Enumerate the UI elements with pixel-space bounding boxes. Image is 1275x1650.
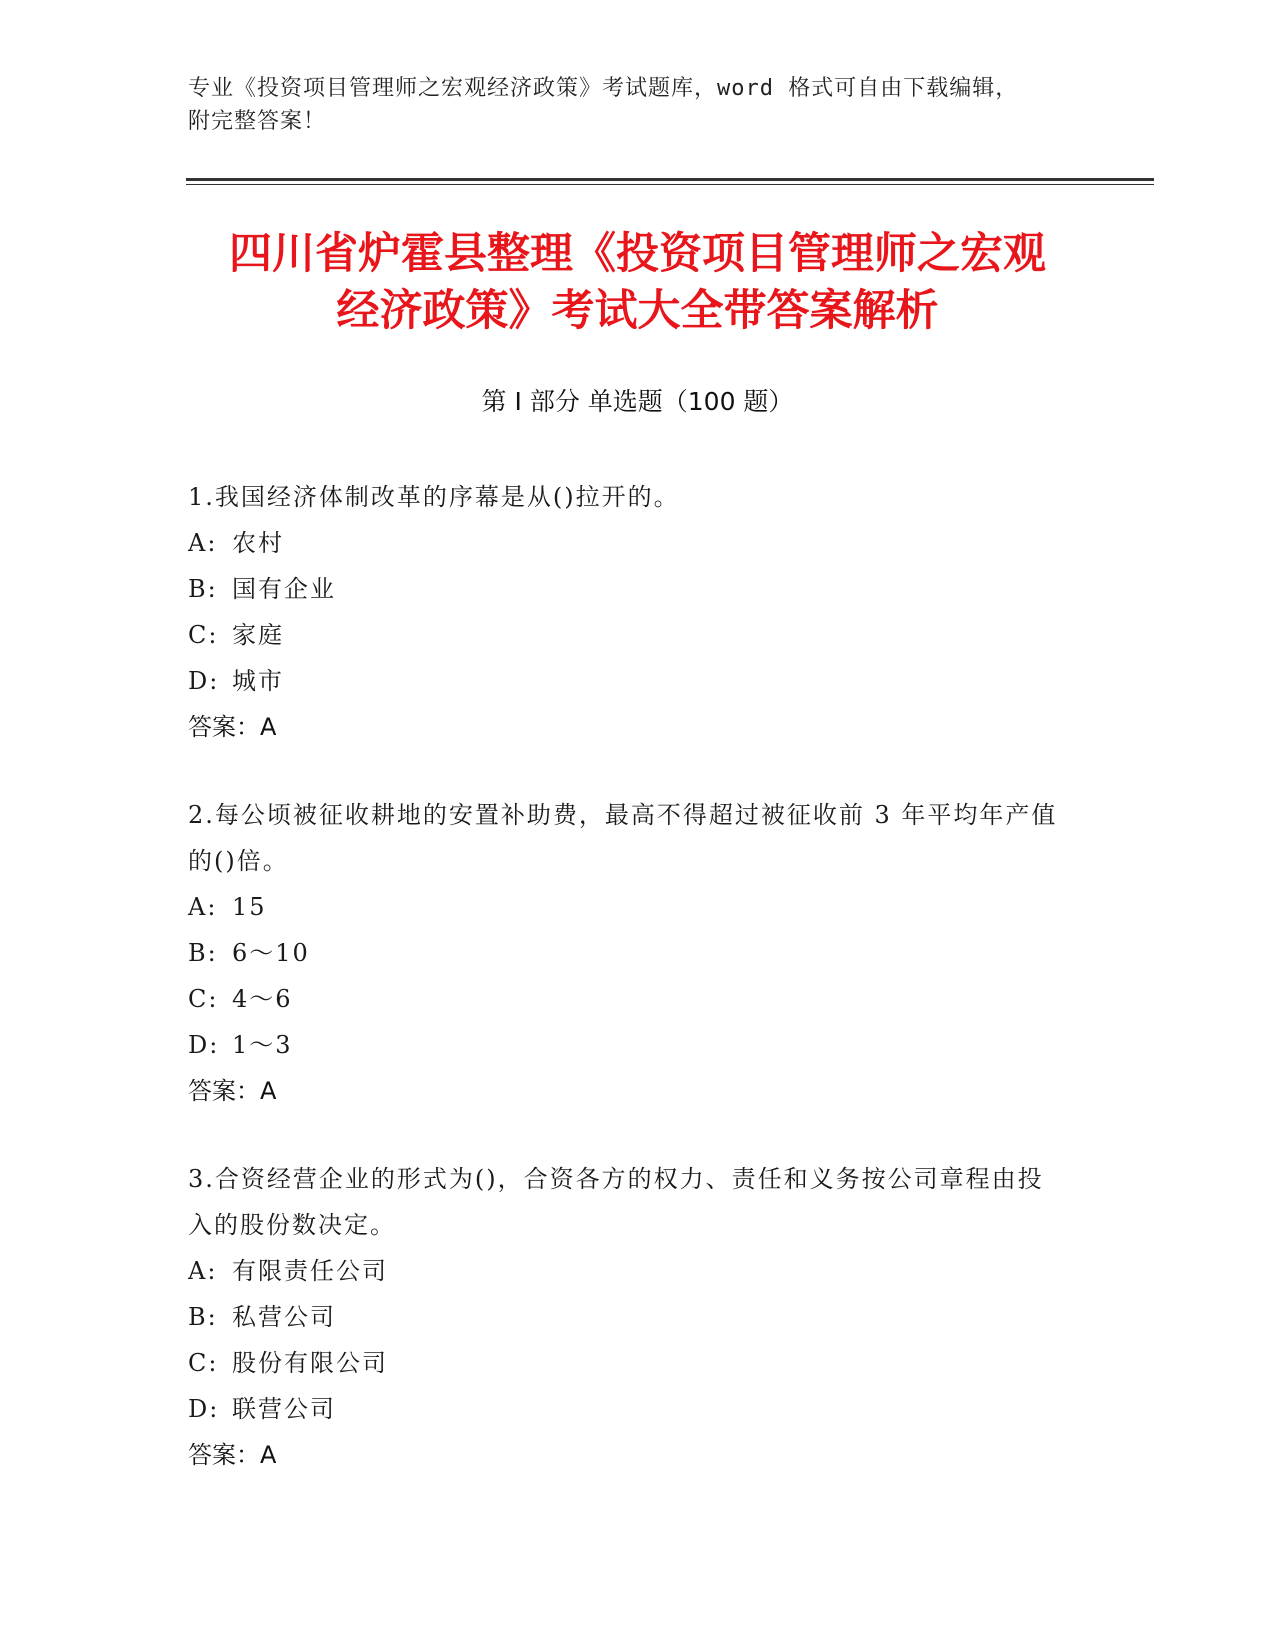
- answer: 答案：A: [188, 1077, 277, 1105]
- answer: 答案：A: [188, 1441, 277, 1469]
- option-text: 私营公司: [232, 1303, 336, 1331]
- option-key: D:: [188, 667, 220, 695]
- option-key: D:: [188, 1031, 220, 1059]
- option-d: [188, 1022, 1068, 1068]
- option-text: 联营公司: [232, 1395, 336, 1423]
- header-note-line-2: 附完整答案！: [188, 109, 327, 134]
- option-c: [188, 612, 1068, 658]
- question-stem: 1.我国经济体制改革的序幕是从()拉开的。: [188, 483, 680, 511]
- section-title: 第 I 部分 单选题（100 题）: [481, 387, 794, 416]
- document-title-line-1: 四川省炉霍县整理《投资项目管理师之宏观: [229, 229, 1046, 279]
- question-list: [188, 474, 1068, 1520]
- option-key: A:: [188, 1257, 218, 1285]
- option-text: 有限责任公司: [232, 1257, 388, 1285]
- option-key: D:: [188, 1395, 220, 1423]
- question-stem: 2.每公顷被征收耕地的安置补助费，最高不得超过被征收前 3 年平均年产值的()倍。: [188, 801, 1058, 875]
- option-key: B:: [188, 575, 218, 603]
- option-key: C:: [188, 985, 219, 1013]
- option-a: [188, 520, 1068, 566]
- option-c: [188, 1340, 1068, 1386]
- option-key: B:: [188, 939, 218, 967]
- question-1: [188, 474, 1068, 750]
- question-stem: 3.合资经营企业的形式为()，合资各方的权力、责任和义务按公司章程由投入的股份数决定。: [188, 1165, 1044, 1239]
- question-3: [188, 1156, 1068, 1478]
- option-b: [188, 1294, 1068, 1340]
- answer: 答案：A: [188, 713, 277, 741]
- option-key: C:: [188, 621, 219, 649]
- option-text: 家庭: [232, 621, 284, 649]
- option-d: [188, 658, 1068, 704]
- option-text: 4～6: [232, 985, 293, 1013]
- option-b: [188, 930, 1068, 976]
- option-c: [188, 976, 1068, 1022]
- option-d: [188, 1386, 1068, 1432]
- option-text: 15: [232, 893, 267, 921]
- option-key: A:: [188, 893, 218, 921]
- question-2: [188, 792, 1068, 1114]
- header-note: [188, 72, 1068, 138]
- option-text: 1～3: [232, 1031, 293, 1059]
- option-text: 农村: [232, 529, 284, 557]
- option-key: A:: [188, 529, 218, 557]
- document-title-line-2: 经济政策》考试大全带答案解析: [336, 286, 939, 336]
- header-rule-thin: [186, 184, 1154, 185]
- option-text: 股份有限公司: [232, 1349, 388, 1377]
- option-text: 城市: [232, 667, 284, 695]
- option-key: B:: [188, 1303, 218, 1331]
- document-title: [150, 226, 1125, 340]
- option-text: 国有企业: [232, 575, 336, 603]
- option-b: [188, 566, 1068, 612]
- header-rule-thick: [186, 178, 1154, 181]
- header-note-line-1: 专业《投资项目管理师之宏观经济政策》考试题库，word 格式可自由下载编辑，: [188, 76, 1019, 101]
- option-text: 6～10: [232, 939, 310, 967]
- option-a: [188, 1248, 1068, 1294]
- option-key: C:: [188, 1349, 219, 1377]
- option-a: [188, 884, 1068, 930]
